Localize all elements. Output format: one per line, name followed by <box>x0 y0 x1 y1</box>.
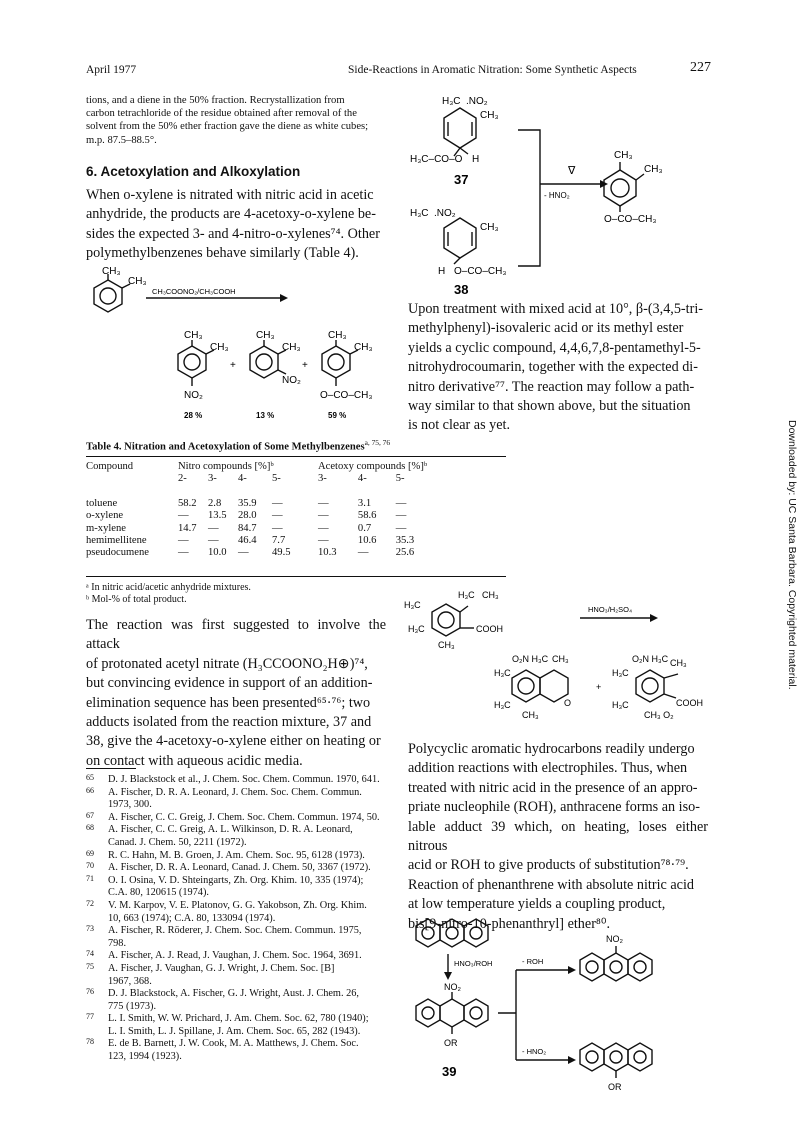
reference-item: 77 L. I. Smith, W. W. Prichard, J. Am. Chem. Soc. 62, 780 (1940); L. I. Smith, L. J. Spillane, J. Am. Chem. Soc. 65, 282 (1943). <box>86 1012 369 1037</box>
svg-text:H: H <box>472 154 480 165</box>
table-row: m-xylene 14.7 — 84.7 — — 0.7 — <box>86 522 407 534</box>
benzene-ring <box>94 280 122 312</box>
svg-text:CH₃: CH₃ <box>256 330 275 341</box>
svg-text:CH₃: CH₃ <box>184 330 203 341</box>
text-line: The reaction was first suggested to involve the attack <box>86 617 386 653</box>
svg-text:H₃C: H₃C <box>410 208 429 219</box>
svg-text:COOH: COOH <box>676 698 703 708</box>
paragraph-1 <box>86 186 386 264</box>
svg-text:O–CO–CH₃: O–CO–CH₃ <box>320 390 373 401</box>
reagent-label: HNO₃/ROH <box>454 959 493 968</box>
paragraph-4 <box>408 740 708 934</box>
scheme-adducts-37-38 <box>400 88 720 297</box>
svg-text:CH₃: CH₃ <box>102 266 121 277</box>
reference-item: 67 A. Fischer, C. C. Greig, J. Chem. Soc. Chem. Commun. 1974, 50. <box>86 810 380 823</box>
text-line: When o-xylene is nitrated with nitric acid in acetic <box>86 187 374 203</box>
svg-text:NO₂: NO₂ <box>606 934 623 944</box>
text-line: 38, give the 4-acetoxy-o-xylene either on heating or <box>86 733 381 750</box>
svg-text:COOH: COOH <box>476 624 503 634</box>
text-line: solvent from the 50% ether fraction gave the diene as white cubes; <box>86 121 369 133</box>
text-line: treated with nitric acid in the presence of an appro- <box>408 779 698 796</box>
reference-item: 66 A. Fischer, D. R. A. Leonard, J. Chem. Soc. Chem. Commun. 1973, 300. <box>86 785 362 811</box>
svg-text:CH₃: CH₃ <box>482 590 499 600</box>
svg-text:H₃C: H₃C <box>458 590 475 600</box>
table-row: hemimellitene — — 46.4 7.7 — 10.6 35.3 <box>86 535 415 547</box>
reference-item: 71 O. I. Osina, V. D. Shteingarts, Zh. Org. Khim. 10, 335 (1974); C.A. 80, 120615 (1974). <box>86 873 364 899</box>
text-line: on contact with aqueous acidic media. <box>86 752 303 769</box>
table-rule <box>86 576 506 577</box>
text-line: m.p. 87.5–88.5°. <box>86 134 157 146</box>
text-line: priate nucleophile (ROH), anthracene forms an iso- <box>408 799 700 816</box>
svg-text:H₃C: H₃C <box>612 700 629 710</box>
reagent-label: CH₃COONO₂/CH₃COOH <box>152 287 236 296</box>
text-line: Reaction of phenanthrene with absolute nitric acid <box>408 876 695 893</box>
table-4 <box>86 460 427 559</box>
svg-text:H₃C: H₃C <box>442 96 461 107</box>
compound-number: 38 <box>454 282 469 297</box>
yield-label: 13 % <box>256 411 275 420</box>
svg-text:O: O <box>564 698 572 708</box>
svg-text:CH₃: CH₃ <box>438 640 455 650</box>
loss-label: - HNO₂ <box>544 191 570 200</box>
heat-symbol: ∇ <box>568 165 576 177</box>
column-header: Compound <box>86 460 134 472</box>
text-line: way similar to that shown above, but the situation <box>408 398 691 415</box>
svg-text:H₃C: H₃C <box>494 668 511 678</box>
svg-text:CH₃: CH₃ <box>480 110 499 121</box>
text-line: lable adduct 39 which, on heating, loses either nitrous <box>408 818 708 855</box>
svg-text:.NO₂: .NO₂ <box>466 96 488 107</box>
svg-text:NO₂: NO₂ <box>282 375 301 386</box>
column-header: Acetoxy compounds [%]ᵇ <box>318 460 428 472</box>
reference-item: 75 A. Fischer, J. Vaughan, G. J. Wright, J. Chem. Soc. [B] 1967, 368. <box>86 961 335 987</box>
svg-text:OR: OR <box>608 1082 622 1092</box>
loss-label: - ROH <box>522 957 544 966</box>
svg-text:H₃C: H₃C <box>408 624 425 634</box>
text-line: anhydride, the products are 4-acetoxy-o-xylene be- <box>86 206 376 223</box>
svg-text:CH₃: CH₃ <box>522 710 539 720</box>
text-line: sides the expected 3- and 4-nitro-o-xylenes⁷⁴. Other <box>86 225 380 242</box>
section-heading: 6. Acetoxylation and Alkoxylation <box>86 164 301 179</box>
table-row: pseudocumene — 10.0 — 49.5 10.3 — 25.6 <box>86 547 415 559</box>
svg-text:CH₃ O₂: CH₃ O₂ <box>644 710 674 720</box>
download-notice: Downloaded by: UC Santa Barbara. Copyrighted material. <box>786 420 798 690</box>
table-rule <box>86 456 506 457</box>
paragraph-3 <box>408 300 708 436</box>
svg-text:O–CO–CH₃: O–CO–CH₃ <box>454 266 507 277</box>
svg-text:NO₂: NO₂ <box>444 982 461 992</box>
text-line: addition reactions with electrophiles. Thus, when <box>408 760 688 777</box>
svg-text:H₃C: H₃C <box>612 668 629 678</box>
svg-text:CH₃: CH₃ <box>552 654 569 664</box>
reference-item: 72 V. M. Karpov, V. E. Platonov, G. G. Yakobson, Zh. Org. Khim. 10, 663 (1974); C.A. 80, 133094 (1974). <box>86 898 367 924</box>
intro-paragraph <box>86 94 386 147</box>
compound-number: 39 <box>442 1064 457 1079</box>
table-footnotes: ᵃ In nitric acid/acetic anhydride mixtures. ᵇ Mol-% of total product. <box>86 582 251 605</box>
svg-text:CH₃: CH₃ <box>328 330 347 341</box>
svg-text:OR: OR <box>444 1038 458 1048</box>
svg-text:CH₃: CH₃ <box>480 222 499 233</box>
svg-text:+: + <box>596 682 602 692</box>
reference-item: 76 D. J. Blackstock, A. Fischer, G. J. Wright, Aust. J. Chem. 26, 775 (1973). <box>86 987 359 1012</box>
text-line: polymethylbenzenes behave similarly (Table 4). <box>86 245 359 262</box>
svg-text:CH₃: CH₃ <box>128 276 147 287</box>
text-line: yields a cyclic compound, 4,4,6,7,8-pentamethyl-5- <box>408 339 701 356</box>
svg-text:H₃C–CO–O: H₃C–CO–O <box>410 154 463 165</box>
page-number: 227 <box>690 60 711 75</box>
compound-number: 37 <box>454 172 469 187</box>
scheme-xylene-nitration <box>80 268 400 448</box>
scheme-isovaleric-nitration <box>400 582 720 732</box>
text-line: bis[9-nitro-10-phenanthryl] ether⁸⁰. <box>408 915 611 932</box>
column-header: Nitro compounds [%]ᵇ <box>178 460 274 472</box>
text-line: adducts isolated from the reaction mixture, 37 and <box>86 714 372 731</box>
svg-text:CH₃: CH₃ <box>282 342 301 353</box>
svg-text:+: + <box>302 360 308 371</box>
reference-item: 74 A. Fischer, A. J. Read, J. Vaughan, J. Chem. Soc. 1964, 3691. <box>86 949 362 962</box>
text-line: but convincing evidence in support of an addition- <box>86 675 373 692</box>
svg-text:O–CO–CH₃: O–CO–CH₃ <box>604 214 657 225</box>
text-line: nitro derivative⁷⁷. The reaction may follow a path- <box>408 378 695 395</box>
table-subheader-row: 2- 3- 4- 5- 3- 4- 5- <box>178 473 405 485</box>
table-header-row <box>86 460 427 472</box>
scheme-anthracene <box>400 910 720 1100</box>
svg-text:NO₂: NO₂ <box>184 390 203 401</box>
reference-item: 68 A. Fischer, C. C. Greig, A. L. Wilkinson, D. R. A. Leonard, Canad. J. Chem. 50, 2211 (1972). <box>86 823 353 848</box>
svg-text:.NO₂: .NO₂ <box>434 208 456 219</box>
reference-item: 65 D. J. Blackstock et al., J. Chem. Soc. Chem. Commun. 1970, 641. <box>86 773 380 785</box>
svg-text:CH₃: CH₃ <box>210 342 229 353</box>
paragraph-2 <box>86 616 386 771</box>
reference-list <box>86 774 386 1064</box>
text-line: nitrohydrocoumarin, together with the expected di- <box>408 359 698 376</box>
svg-text:O₂N H₃C: O₂N H₃C <box>512 654 549 664</box>
svg-text:H₃C: H₃C <box>494 700 511 710</box>
svg-text:+: + <box>230 360 236 371</box>
loss-label: - HNO₂ <box>522 1047 547 1056</box>
reference-item: 70 A. Fischer, D. R. A. Leonard, Canad. J. Chem. 50, 3367 (1972). <box>86 861 371 874</box>
yield-label: 59 % <box>328 411 347 420</box>
svg-text:H₃C: H₃C <box>404 600 421 610</box>
reagent-label: HNO₃/H₂SO₄ <box>588 605 633 614</box>
svg-text:CH₃: CH₃ <box>644 164 663 175</box>
svg-text:O₂N H₃C: O₂N H₃C <box>632 654 669 664</box>
yield-label: 28 % <box>184 411 203 420</box>
footnote-rule <box>86 768 136 769</box>
running-header-title: Side-Reactions in Aromatic Nitration: Some Synthetic Aspects <box>348 64 637 76</box>
text-line: is not clear as yet. <box>408 417 511 434</box>
table-row: toluene 58.2 2.8 35.9 — — 3.1 — <box>86 497 407 509</box>
svg-text:H: H <box>438 266 446 277</box>
svg-text:CH₃: CH₃ <box>614 150 633 161</box>
text-line: Upon treatment with mixed acid at 10°, β-(3,4,5-tri- <box>408 301 703 317</box>
reference-item: 73 A. Fischer, R. Röderer, J. Chem. Soc. Chem. Commun. 1975, 798. <box>86 924 362 949</box>
text-line: of protonated acetyl nitrate (H₃CCOONO₂H⊕)⁷⁴, <box>86 655 368 672</box>
running-header-date: April 1977 <box>86 64 137 76</box>
table-row: o-xylene — 13.5 28.0 — — 58.6 — <box>86 510 407 522</box>
text-line: Polycyclic aromatic hydrocarbons readily undergo <box>408 741 695 757</box>
text-line: elimination sequence has been presented⁶⁵·⁷⁶; two <box>86 694 371 711</box>
text-line: methylphenyl)-isovaleric acid or its methyl ester <box>408 320 684 337</box>
table-caption: Table 4. Nitration and Acetoxylation of Some Methylbenzenes$^{a, 75, 76}$ <box>86 438 391 453</box>
text-line: at low temperature yields a coupling product, <box>408 896 666 913</box>
reference-item: 69 R. C. Hahn, M. B. Groen, J. Am. Chem. Soc. 95, 6128 (1973). <box>86 848 365 861</box>
reference-item: 78 E. de B. Barnett, J. W. Cook, M. A. Matthews, J. Chem. Soc. 123, 1994 (1923). <box>86 1037 359 1063</box>
svg-text:CH₃: CH₃ <box>354 342 373 353</box>
text-line: acid or ROH to give products of substitution⁷⁸·⁷⁹. <box>408 857 689 874</box>
svg-text:CH₃: CH₃ <box>670 658 687 668</box>
text-line: carbon tetrachloride of the residue obtained after removal of the <box>86 108 357 120</box>
text-line: tions, and a diene in the 50% fraction. Recrystallization from <box>86 95 345 106</box>
